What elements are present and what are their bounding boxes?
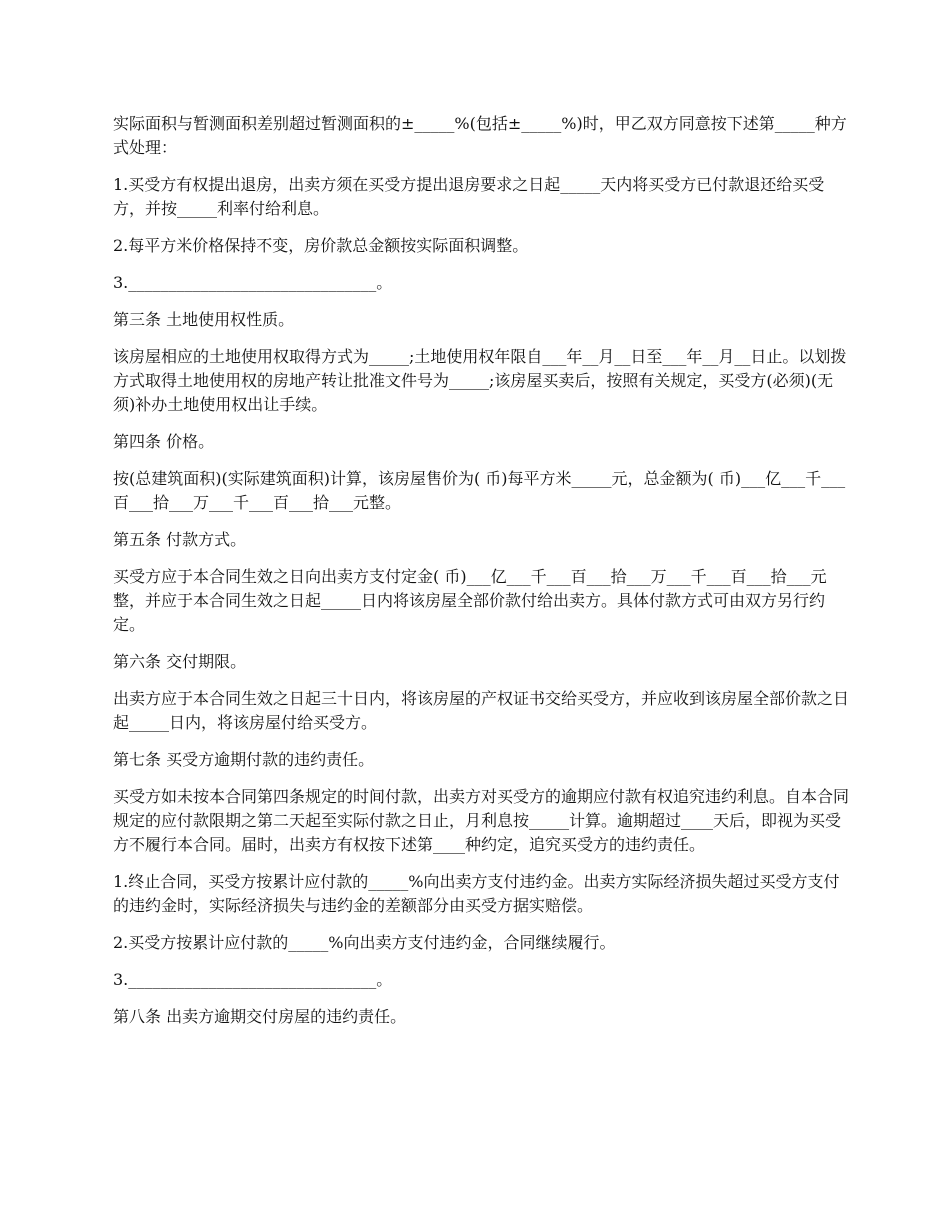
article-7-option-3: 3._______________________________。 (113, 970, 393, 989)
article-5-body: 买受方应于本合同生效之日向出卖方支付定金( 币)___亿___千___百___拾___万___千___百___拾___元整，并应于本合同生效之日起_____日内将该房屋全部价款付给出卖方。具体付款方式可由双方另行约定。 (113, 567, 827, 634)
option-1-refund: 1.买受方有权提出退房，出卖方须在买受方提出退房要求之日起_____天内将买受方已付款退还给买受方，并按_____利率付给利息。 (113, 175, 825, 218)
article-8-heading: 第八条 出卖方逾期交付房屋的违约责任。 (113, 1007, 407, 1026)
article-4-body: 按(总建筑面积)(实际建筑面积)计算，该房屋售价为( 币)每平方米_____元，总金额为( 币)___亿___千___百___拾___万___千___百___拾___元整。 (113, 469, 846, 512)
article-7-option-2: 2.买受方按累计应付款的_____%向出卖方支付违约金，合同继续履行。 (113, 933, 616, 952)
article-3-body: 该房屋相应的土地使用权取得方式为_____;土地使用权年限自___年__月__日至___年__月__日止。以划拨方式取得土地使用权的房地产转让批准文件号为_____;该房屋买卖后，按照有关规定，买受方(必须)(无须)补办土地使用权出让手续。 (113, 347, 847, 414)
article-6-body: 出卖方应于本合同生效之日起三十日内，将该房屋的产权证书交给买受方，并应收到该房屋全部价款之日起_____日内，将该房屋付给买受方。 (113, 689, 850, 732)
article-7-option-1: 1.终止合同，买受方按累计应付款的_____%向出卖方支付违约金。出卖方实际经济损失超过买受方支付的违约金时，实际经济损失与违约金的差额部分由买受方据实赔偿。 (113, 872, 840, 915)
article-3-heading: 第三条 土地使用权性质。 (113, 310, 295, 329)
option-3-blank: 3._______________________________。 (113, 273, 393, 292)
article-5-heading: 第五条 付款方式。 (113, 530, 247, 549)
option-2-price-adjust: 2.每平方米价格保持不变，房价款总金额按实际面积调整。 (113, 236, 529, 255)
article-6-heading: 第六条 交付期限。 (113, 652, 247, 671)
article-7-body: 买受方如未按本合同第四条规定的时间付款，出卖方对买受方的逾期应付款有权追究违约利息。自本合同规定的应付款限期之第二天起至实际付款之日止，月利息按_____计算。逾期超过____天后，即视为买受方不履行本合同。届时，出卖方有权按下述第____种约定，追究买受方的违约责任。 (113, 787, 850, 854)
area-difference-clause: 实际面积与暂测面积差别超过暂测面积的±_____%(包括±_____%)时，甲乙双方同意按下述第_____种方式处理： (113, 114, 847, 157)
article-4-heading: 第四条 价格。 (113, 432, 215, 451)
contract-page (113, 112, 853, 1042)
article-7-heading: 第七条 买受方逾期付款的违约责任。 (113, 750, 375, 769)
